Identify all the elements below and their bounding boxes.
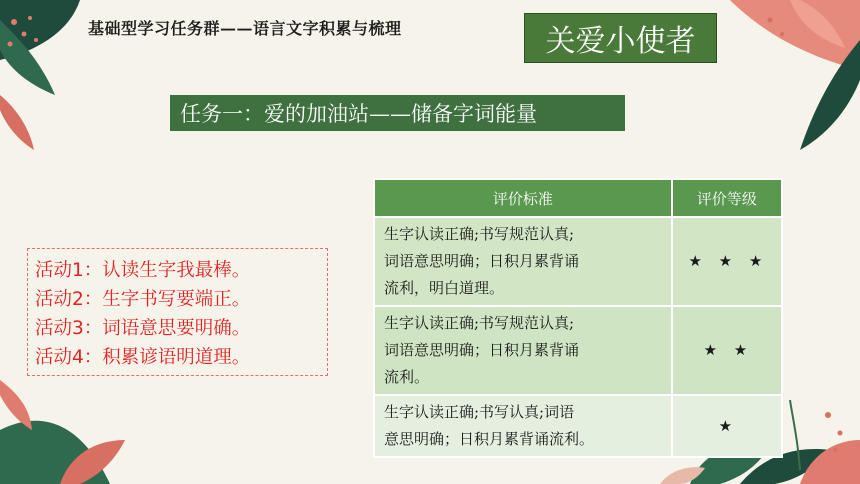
table-row — [374, 306, 782, 395]
criteria-line: 生字认读正确;书写认真;词语 — [384, 403, 575, 421]
table-row — [374, 217, 782, 306]
task-group-title: 基础型学习任务群——语言文字积累与梳理 — [88, 19, 402, 38]
activity-item-1: 活动1：认读生字我最棒。 — [35, 260, 251, 281]
criteria-cell — [374, 395, 672, 457]
criteria-line: 流利，明白道理。 — [384, 279, 505, 297]
star-rating-3: ★ ★ ★ — [672, 217, 782, 306]
activity-list — [27, 248, 328, 376]
criteria-line: 流利。 — [384, 368, 430, 386]
activity-item-3: 活动3：词语意思要明确。 — [35, 318, 251, 339]
criteria-line: 生字认读正确;书写规范认真; — [384, 225, 575, 243]
criteria-line: 词语意思明确；日积月累背诵 — [384, 341, 580, 359]
activity-item-4: 活动4：积累谚语明道理。 — [35, 347, 251, 368]
criteria-line: 词语意思明确；日积月累背诵 — [384, 252, 580, 270]
table-row — [374, 395, 782, 457]
star-rating-1: ★ — [672, 395, 782, 457]
criteria-line: 意思明确；日积月累背诵流利。 — [384, 430, 595, 448]
header-rating: 评价等级 — [672, 179, 782, 217]
criteria-cell — [374, 306, 672, 395]
table-header-row — [374, 179, 782, 217]
star-rating-2: ★ ★ — [672, 306, 782, 395]
title-badge: 关爱小使者 — [524, 13, 717, 63]
task-title-bar: 任务一：爱的加油站——储备字词能量 — [170, 95, 625, 131]
header-criteria: 评价标准 — [374, 179, 672, 217]
evaluation-table — [373, 178, 783, 458]
criteria-cell — [374, 217, 672, 306]
criteria-line: 生字认读正确;书写规范认真; — [384, 314, 575, 332]
activity-item-2: 活动2：生字书写要端正。 — [35, 289, 251, 310]
